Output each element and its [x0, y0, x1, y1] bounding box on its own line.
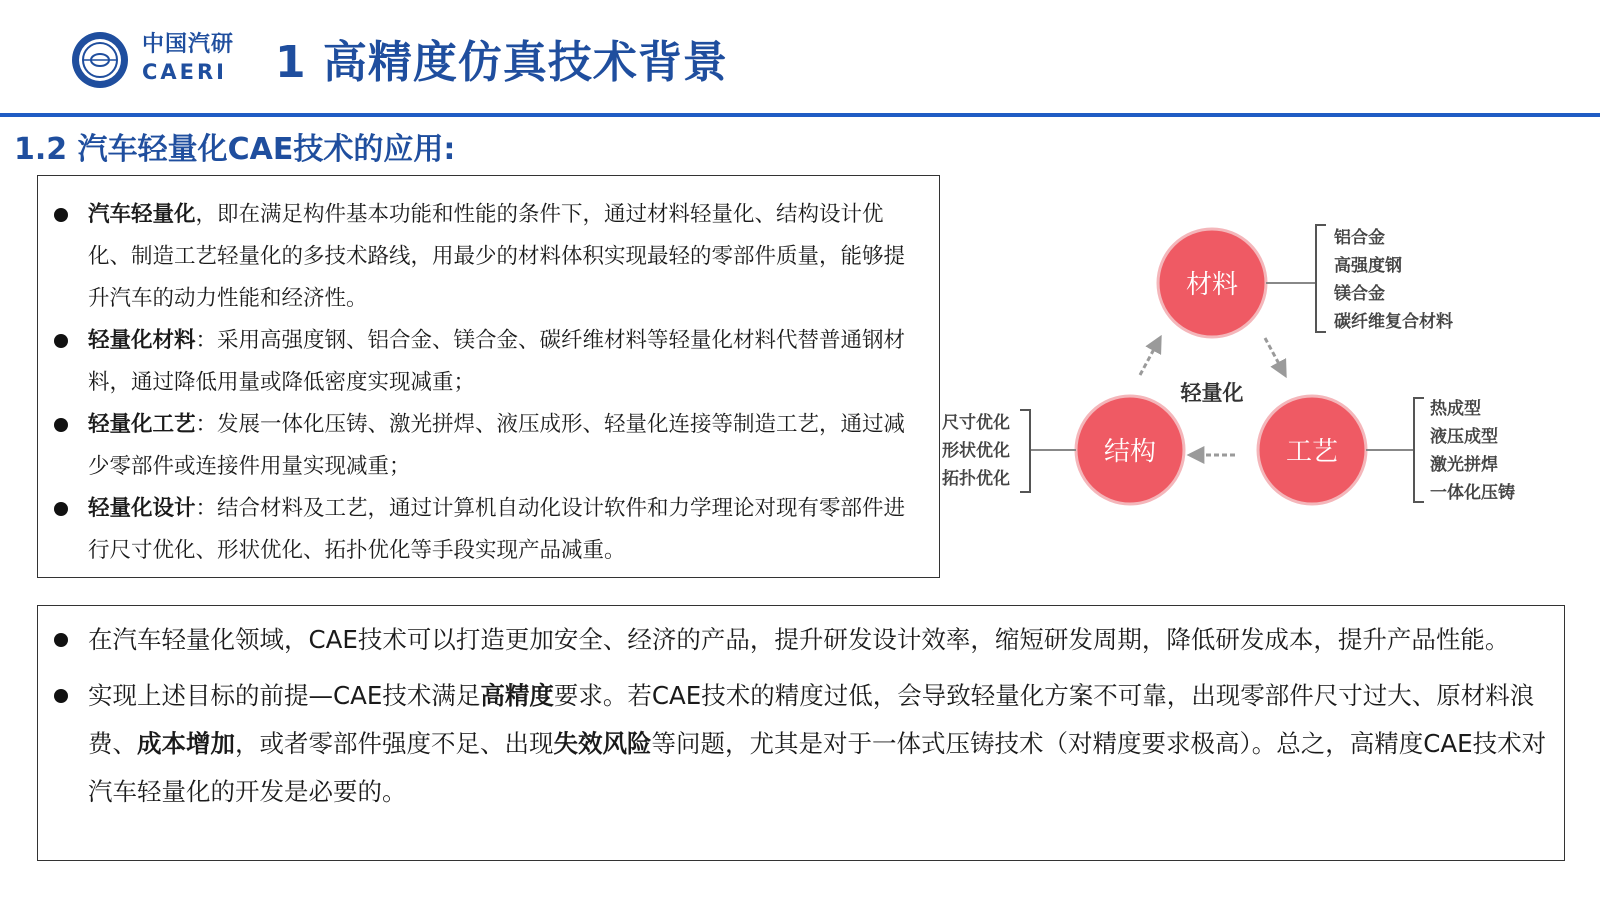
- item-term: 轻量化工艺: [88, 412, 196, 437]
- structure-item: 尺寸优化: [942, 413, 1010, 433]
- list-item: [88, 194, 925, 320]
- section-title: 1.2 汽车轻量化CAE技术的应用:: [14, 132, 456, 167]
- item-term: 轻量化设计: [88, 496, 196, 521]
- process-node-label: 工艺: [1285, 437, 1339, 467]
- list-item: [88, 320, 925, 404]
- item-text: ：发展一体化压铸、激光拼焊、液压成形、轻量化连接等制造工艺，通过减少零部件或连接件用量实现减重；: [88, 412, 906, 479]
- material-item: 高强度钢: [1334, 256, 1402, 276]
- emphasis-failure-risk: 失效风险: [553, 729, 652, 758]
- list-item: [88, 404, 925, 488]
- bullet-icon: [54, 334, 68, 348]
- lightweight-definition-box: [37, 175, 940, 578]
- emphasis-high-precision: 高精度: [480, 681, 554, 710]
- paragraph-text: 等问题，尤其是对于一体式压铸技术（对精度要求极高）。总之，高精度CAE技术对汽车轻量化的开发是必要的。: [88, 729, 1547, 806]
- page-header: [0, 0, 1600, 120]
- structure-item: 拓扑优化: [942, 469, 1010, 489]
- item-text: ：采用高强度钢、铝合金、镁合金、碳纤维材料等轻量化材料代替普通钢材料，通过降低用量或降低密度实现减重；: [88, 328, 906, 395]
- bullet-icon: [54, 502, 68, 516]
- bullet-icon: [54, 418, 68, 432]
- paragraph-text: 要求。若CAE技术的精度过低，会导致轻量化方案不可靠，出现零部件尺寸过大、原材料浪费、: [88, 681, 1535, 758]
- brand-block: [142, 34, 234, 83]
- lightweight-cycle-diagram: [942, 210, 1570, 540]
- header-divider: [0, 113, 1600, 117]
- material-item: 碳纤维复合材料: [1334, 312, 1453, 332]
- list-item: [88, 672, 1552, 816]
- process-bracket: [1414, 398, 1424, 502]
- material-item: 铝合金: [1334, 228, 1385, 248]
- paragraph-text: 在汽车轻量化领域，CAE技术可以打造更加安全、经济的产品，提升研发设计效率，缩短研发周期，降低研发成本，提升产品性能。: [88, 625, 1510, 654]
- bullet-icon: [54, 208, 68, 222]
- item-term: 轻量化材料: [88, 328, 196, 353]
- item-text: ：结合材料及工艺，通过计算机自动化设计软件和力学理论对现有零部件进行尺寸优化、形状优化、拓扑优化等手段实现产品减重。: [88, 496, 906, 563]
- significance-list: [38, 606, 1564, 816]
- paragraph-text: 实现上述目标的前提—CAE技术满足: [88, 681, 481, 710]
- item-text: ，即在满足构件基本功能和性能的条件下，通过材料轻量化、结构设计优化、制造工艺轻量化的多技术路线，用最少的材料体积实现最轻的零部件质量，能够提升汽车的动力性能和经济性。: [88, 202, 906, 311]
- list-item: [88, 616, 1552, 664]
- emphasis-cost-increase: 成本增加: [137, 729, 235, 758]
- process-item: 激光拼焊: [1430, 455, 1498, 475]
- page-title: 1 高精度仿真技术背景: [275, 37, 728, 88]
- material-node-label: 材料: [1185, 270, 1239, 300]
- definition-list: [38, 176, 939, 572]
- structure-item: 形状优化: [942, 441, 1010, 461]
- cae-significance-box: [37, 605, 1565, 861]
- arrow-structure-to-material: [1140, 338, 1160, 375]
- paragraph-text: ，或者零部件强度不足、出现: [235, 729, 554, 758]
- process-item: 液压成型: [1430, 427, 1498, 447]
- material-item: 镁合金: [1334, 284, 1385, 304]
- brand-name-en: CAERI: [142, 60, 227, 84]
- process-item: 一体化压铸: [1430, 483, 1515, 503]
- diagram-center-label: 轻量化: [1180, 380, 1244, 405]
- item-term: 汽车轻量化: [88, 202, 196, 227]
- process-item: 热成型: [1430, 399, 1481, 419]
- bullet-icon: [54, 689, 68, 703]
- bullet-icon: [54, 633, 68, 647]
- material-bracket: [1316, 225, 1326, 332]
- caeri-logo-icon: [70, 30, 130, 90]
- brand-name-cn: 中国汽研: [142, 32, 235, 57]
- structure-node-label: 结构: [1103, 437, 1157, 467]
- arrow-material-to-process: [1265, 338, 1285, 375]
- list-item: [88, 488, 925, 572]
- structure-bracket: [1020, 410, 1030, 492]
